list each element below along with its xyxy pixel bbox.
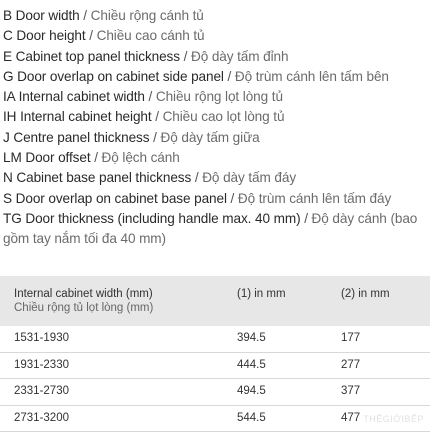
legend-item: E Cabinet top panel thickness / Độ dày tấm đỉnh <box>3 47 427 67</box>
legend-item: N Cabinet base panel thickness / Độ dày tấm đáy <box>3 168 427 188</box>
legend-item: IH Internal cabinet height / Chiều cao lọt lòng tủ <box>3 107 427 127</box>
table-header <box>0 276 430 326</box>
cell-value-1: 544.5 <box>237 412 266 424</box>
cell-width-range: 2731-3200 <box>14 412 69 424</box>
table-row <box>0 379 430 406</box>
legend-item: C Door height / Chiều cao cánh tủ <box>3 26 427 46</box>
legend-item: IA Internal cabinet width / Chiều rộng lọt lòng tủ <box>3 87 427 107</box>
legend-item: TG Door thickness (including handle max. 40 mm) / Độ dày cánh (bao gồm tay nắm tối đa 40 mm) <box>3 209 427 250</box>
legend-item: B Door width / Chiều rộng cánh tủ <box>3 6 427 26</box>
header-col-1: (1) in mm <box>237 288 286 300</box>
header-internal-width: Internal cabinet width (mm) <box>14 288 153 300</box>
header-col-2: (2) in mm <box>341 288 390 300</box>
cell-width-range: 1531-1930 <box>14 332 69 344</box>
header-internal-width-vi: Chiều rộng tủ lọt lòng (mm) <box>14 302 153 314</box>
legend-item: J Centre panel thickness / Độ dày tấm giữa <box>3 128 427 148</box>
cell-value-2: 177 <box>341 332 360 344</box>
table-row <box>0 353 430 380</box>
watermark: THẾGIỚIBẾP <box>363 414 424 424</box>
cell-value-1: 394.5 <box>237 332 266 344</box>
table-row <box>0 326 430 353</box>
cell-value-2: 377 <box>341 385 360 397</box>
cell-value-1: 444.5 <box>237 359 266 371</box>
cell-width-range: 2331-2730 <box>14 385 69 397</box>
legend-item: S Door overlap on cabinet base panel / Độ trùm cánh lên tấm đáy <box>3 189 427 209</box>
dimension-table <box>0 276 430 432</box>
cell-width-range: 1931-2330 <box>14 359 69 371</box>
cell-value-2: 277 <box>341 359 360 371</box>
cell-value-1: 494.5 <box>237 385 266 397</box>
legend-item: G Door overlap on cabinet side panel / Độ trùm cánh lên tấm bên <box>3 67 427 87</box>
cell-value-2: 477 <box>341 412 360 424</box>
legend-list <box>3 6 427 250</box>
legend-item: LM Door offset / Độ lệch cánh <box>3 148 427 168</box>
